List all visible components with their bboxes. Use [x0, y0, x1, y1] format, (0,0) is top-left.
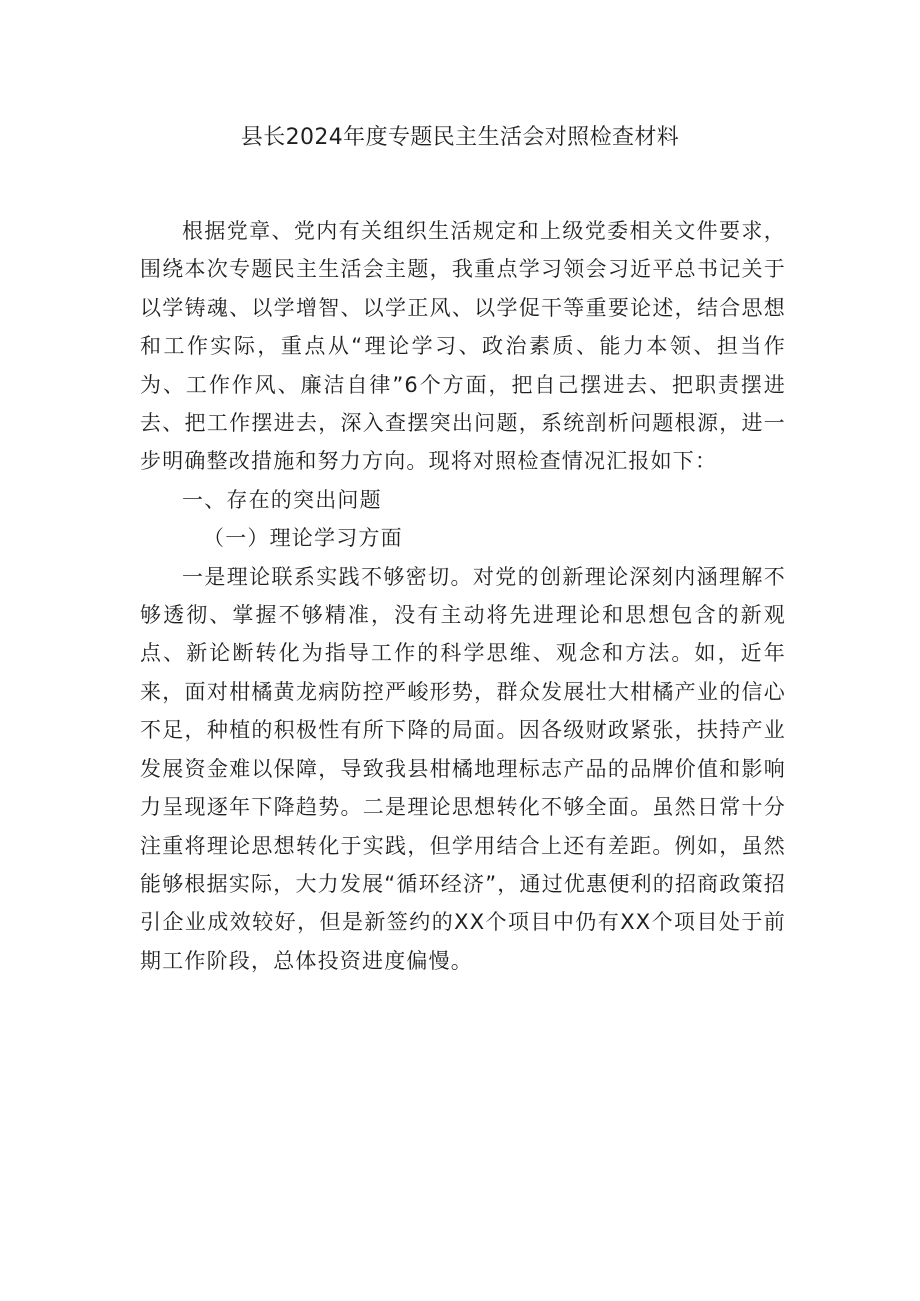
- document-title: 县长2024年度专题民主生活会对照检查材料: [240, 125, 680, 150]
- intro-paragraph: 根据党章、党内有关组织生活规定和上级党委相关文件要求，围绕本次专题民主生活会主题，我重点学习领会习近平总书记关于以学铸魂、以学增智、以学正风、以学促干等重要论述，结合思想和工作实际，重点从“理论学习、政治素质、能力本领、担当作为、工作作风、廉洁自律”6个方面，把自己摆进去、把职责摆进去、把工作摆进去，深入查摆突出问题，系统剖析问题根源，进一步明确整改措施和努力方向。现将对照检查情况汇报如下：: [140, 219, 786, 474]
- subsection-heading: （一）理论学习方面: [203, 526, 403, 551]
- document-body: [140, 212, 786, 980]
- body-paragraph: 一是理论联系实践不够密切。对党的创新理论深刻内涵理解不够透彻、掌握不够精准，没有主动将先进理论和思想包含的新观点、新论断转化为指导工作的科学思维、观念和方法。如，近年来，面对柑橘黄龙病防控严峻形势，群众发展壮大柑橘产业的信心不足，种植的积极性有所下降的局面。因各级财政紧张，扶持产业发展资金难以保障，导致我县柑橘地理标志产品的品牌价值和影响力呈现逐年下降趋势。二是理论思想转化不够全面。虽然日常十分注重将理论思想转化于实践，但学用结合上还有差距。例如，虽然能够根据实际，大力发展“循环经济”，通过优惠便利的招商政策招引企业成效较好，但是新签约的XX个项目中仍有XX个项目处于前期工作阶段，总体投资进度偏慢。: [140, 564, 786, 973]
- section-heading: 一、存在的突出问题: [182, 487, 382, 512]
